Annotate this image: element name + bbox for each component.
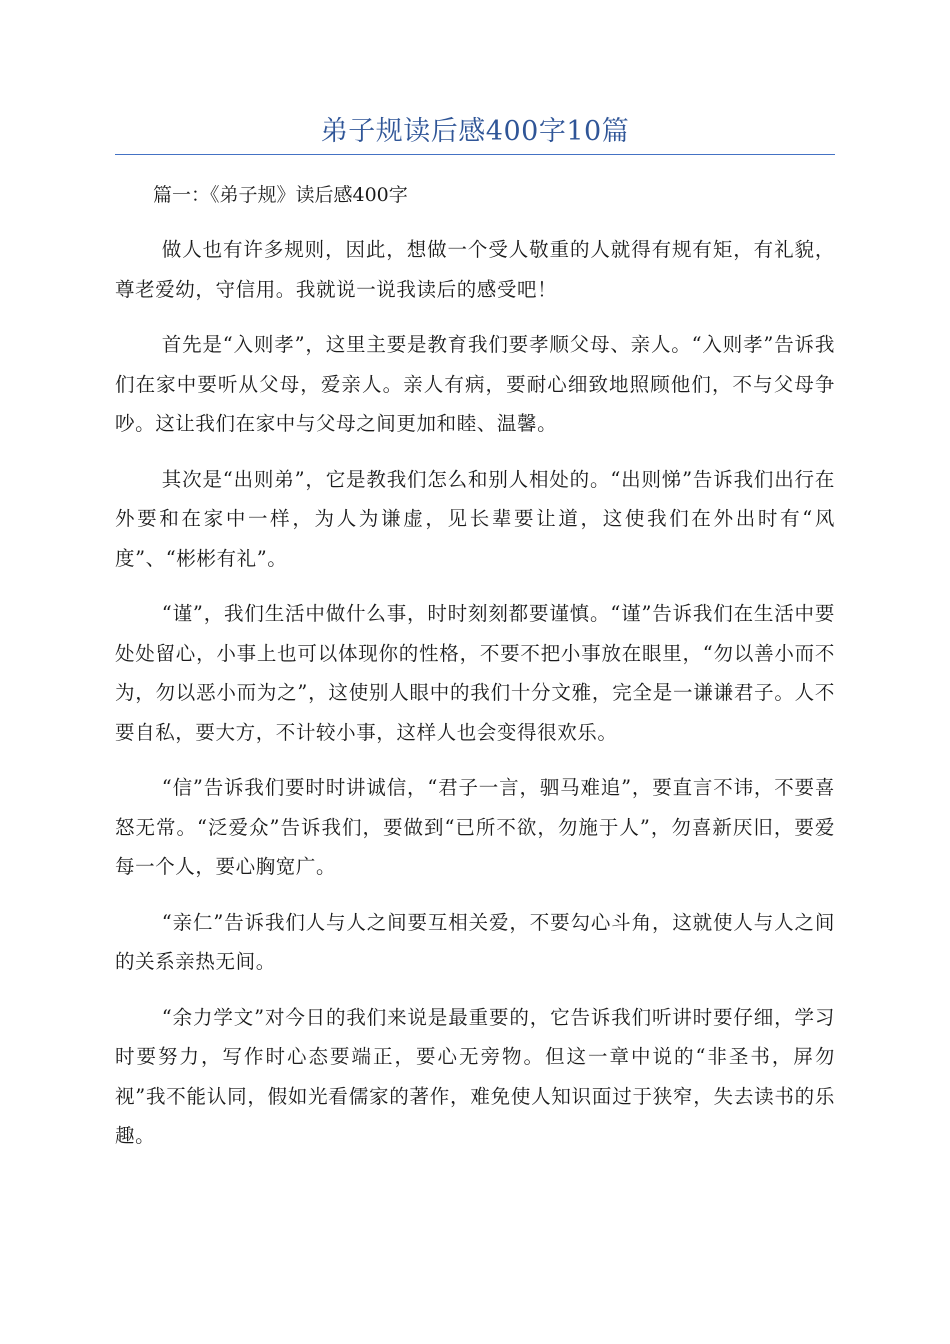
paragraph: 首先是“入则孝”，这里主要是教育我们要孝顺父母、亲人。“入则孝”告诉我们在家中要听从父母，爱亲人。亲人有病，要耐心细致地照顾他们，不与父母争吵。这让我们在家中与父母之间更加和睦、温馨。: [115, 333, 835, 435]
paragraph: 其次是“出则弟”，它是教我们怎么和别人相处的。“出则悌”告诉我们出行在外要和在家中一样，为人为谦虚，见长辈要让道，这使我们在外出时有“风度”、“彬彬有礼”。: [115, 467, 835, 570]
paragraph: “谨”，我们生活中做什么事，时时刻刻都要谨慎。“谨”告诉我们在生活中要处处留心，小事上也可以体现你的性格，不要不把小事放在眼里，“勿以善小而不为，勿以恶小而为之”，这使别人眼中的我们十分文雅，完全是一谦谦君子。人不要自私，要大方，不计较小事，这样人也会变得很欢乐。: [115, 602, 835, 744]
paragraph: “信”告诉我们要时时讲诚信，“君子一言，驷马难追”，要直言不讳，不要喜怒无常。“泛爱众”告诉我们，要做到“已所不欲，勿施于人”，勿喜新厌旧，要爱每一个人，要心胸宽广。: [115, 776, 835, 878]
document-title: 弟子规读后感400字10篇: [320, 116, 630, 147]
section-heading: 篇一：《弟子规》读后感400字: [153, 184, 408, 206]
title-underline: [115, 154, 835, 155]
paragraph: “余力学文”对今日的我们来说是最重要的，它告诉我们听讲时要仔细，学习时要努力，写作时心态要端正，要心无旁物。但这一章中说的“非圣书，屏勿视”我不能认同，假如光看儒家的著作，难免使人知识面过于狭窄，失去读书的乐趣。: [115, 1005, 835, 1147]
paragraph: 做人也有许多规则，因此，想做一个受人敬重的人就得有规有矩，有礼貌，尊老爱幼，守信用。我就说一说我读后的感受吧！: [115, 238, 835, 301]
document-body: [115, 176, 835, 1172]
paragraph: “亲仁”告诉我们人与人之间要互相关爱，不要勾心斗角，这就使人与人之间的关系亲热无间。: [115, 910, 835, 973]
